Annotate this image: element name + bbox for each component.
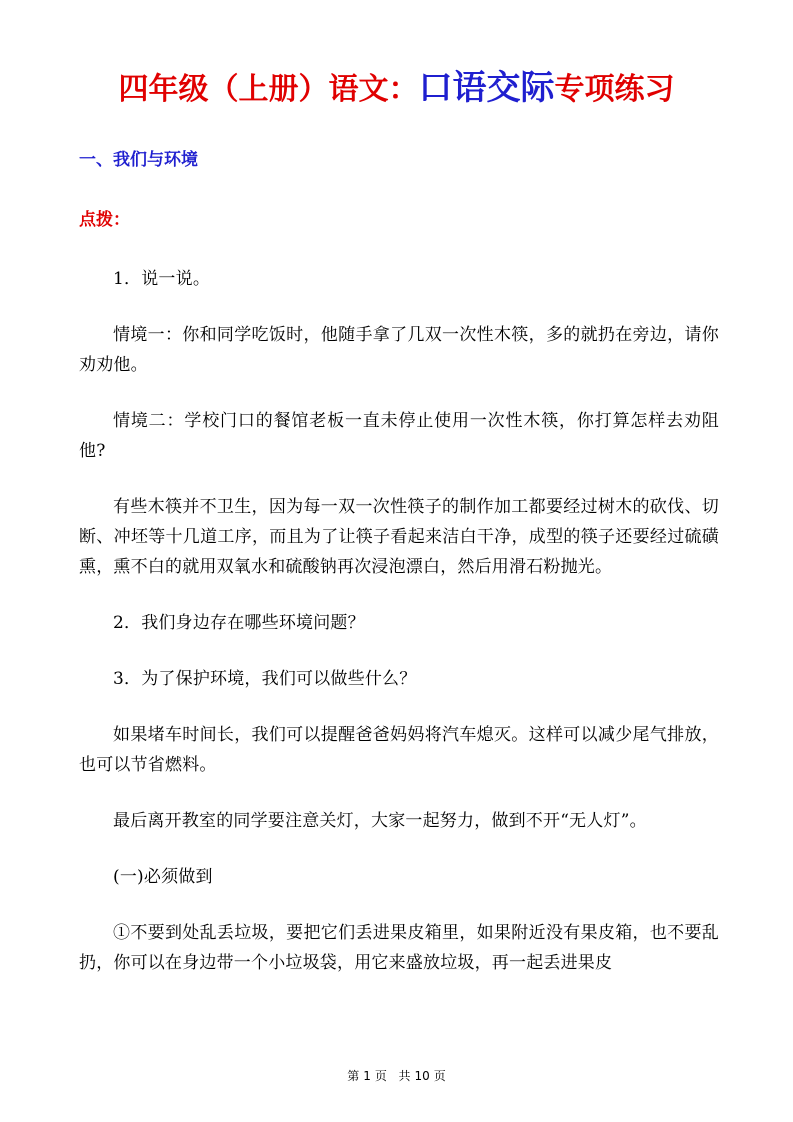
footer-total-label: 共	[398, 1069, 411, 1083]
section-heading: 一、我们与环境	[79, 150, 198, 170]
body-text	[79, 264, 719, 978]
paragraph-question-3: 3．为了保护环境，我们可以做些什么？	[113, 669, 417, 689]
page-footer	[0, 1067, 793, 1085]
paragraph-litter-rule: ①不要到处乱丢垃圾，要把它们丢进果皮箱里，如果附近没有果皮箱，也不要乱扔，你可以在身边带一个小垃圾袋，用它来盛放垃圾，再一起丢进果皮	[79, 923, 719, 973]
document-title	[0, 66, 793, 112]
paragraph-scenario-1: 情境一：你和同学吃饭时，他随手拿了几双一次性木筷，多的就扔在旁边，请你劝劝他。	[79, 325, 719, 375]
paragraph-chopsticks-fact: 有些木筷并不卫生，因为每一双一次性筷子的制作加工都要经过树木的砍伐、切断、冲坯等十几道工序，而且为了让筷子看起来洁白干净，成型的筷子还要经过硫磺熏，熏不白的就用双氧水和硫酸钠再次浸泡漂白，然后用滑石粉抛光。	[79, 497, 719, 577]
footer-page-unit: 页	[374, 1069, 387, 1083]
paragraph-must-do-heading: (一)必须做到	[113, 867, 213, 887]
paragraph-traffic-tip: 如果堵车时间长，我们可以提醒爸爸妈妈将汽车熄灭。这样可以减少尾气排放，也可以节省燃料。	[79, 725, 719, 775]
paragraph-lights-tip: 最后离开教室的同学要注意关灯，大家一起努力，做到不开“无人灯”。	[113, 811, 647, 831]
footer-page-current: 1	[363, 1069, 371, 1083]
title-part-practice: 专项练习	[554, 72, 675, 107]
title-part-grade: 四年级（上册）语文：	[118, 72, 419, 107]
paragraph-scenario-2: 情境二：学校门口的餐馆老板一直未停止使用一次性木筷，你打算怎样去劝阻他?	[79, 411, 719, 461]
paragraph-question-2: 2．我们身边存在哪些环境问题？	[113, 613, 365, 633]
title-part-topic: 口语交际	[418, 68, 555, 108]
paragraph-say: 1．说一说。	[113, 269, 211, 289]
tip-label: 点拨：	[79, 210, 130, 230]
footer-total-unit: 页	[433, 1069, 446, 1083]
footer-page-label: 第	[347, 1069, 360, 1083]
footer-page-total: 10	[414, 1069, 430, 1083]
